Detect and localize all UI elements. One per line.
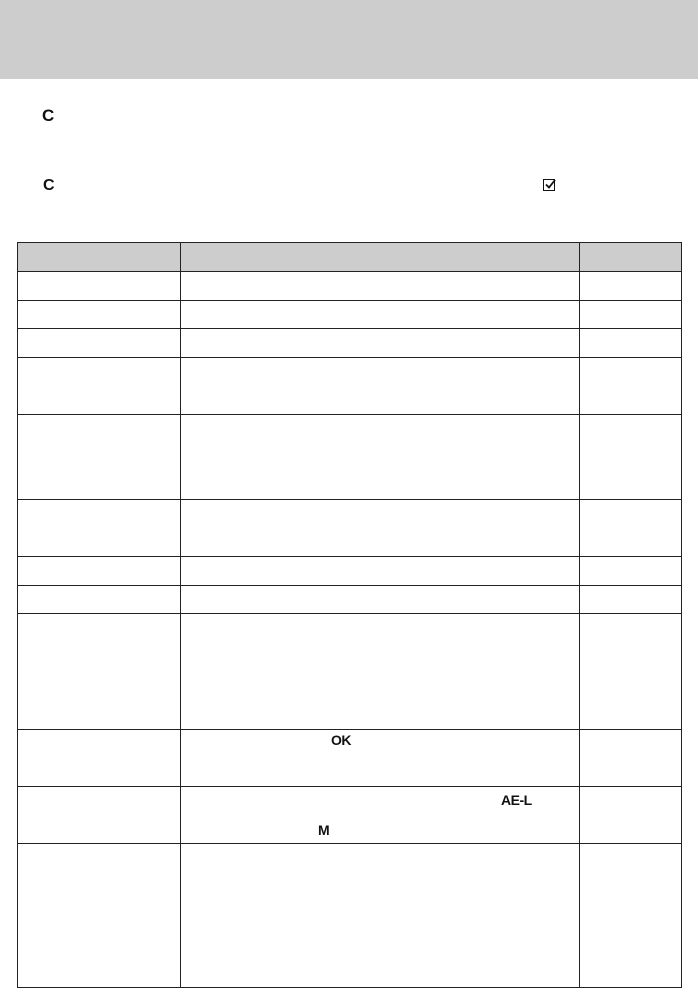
settings-table: [17, 242, 682, 988]
table-row: [18, 614, 682, 730]
column-header: [181, 243, 580, 272]
table-row: [18, 844, 682, 988]
table-row: [18, 415, 682, 500]
checked-box-icon: [543, 179, 555, 191]
table-row: [18, 586, 682, 614]
table-row: [18, 329, 682, 358]
table-header-row: [18, 243, 682, 272]
table-row: [18, 272, 682, 301]
column-header: [580, 243, 682, 272]
column-header: [18, 243, 181, 272]
custom-c-symbol: C: [42, 106, 55, 125]
header-band: [0, 0, 698, 79]
m-mode-symbol: M: [318, 822, 330, 838]
table-row: [18, 301, 682, 329]
table-row: [18, 787, 682, 844]
ok-button-symbol: OK: [331, 732, 351, 748]
ae-l-button-symbol: AE-L: [501, 792, 532, 808]
custom-c-symbol-secondary: C: [43, 177, 55, 194]
table-row: [18, 500, 682, 557]
table-row: [18, 557, 682, 586]
table-row: [18, 358, 682, 415]
